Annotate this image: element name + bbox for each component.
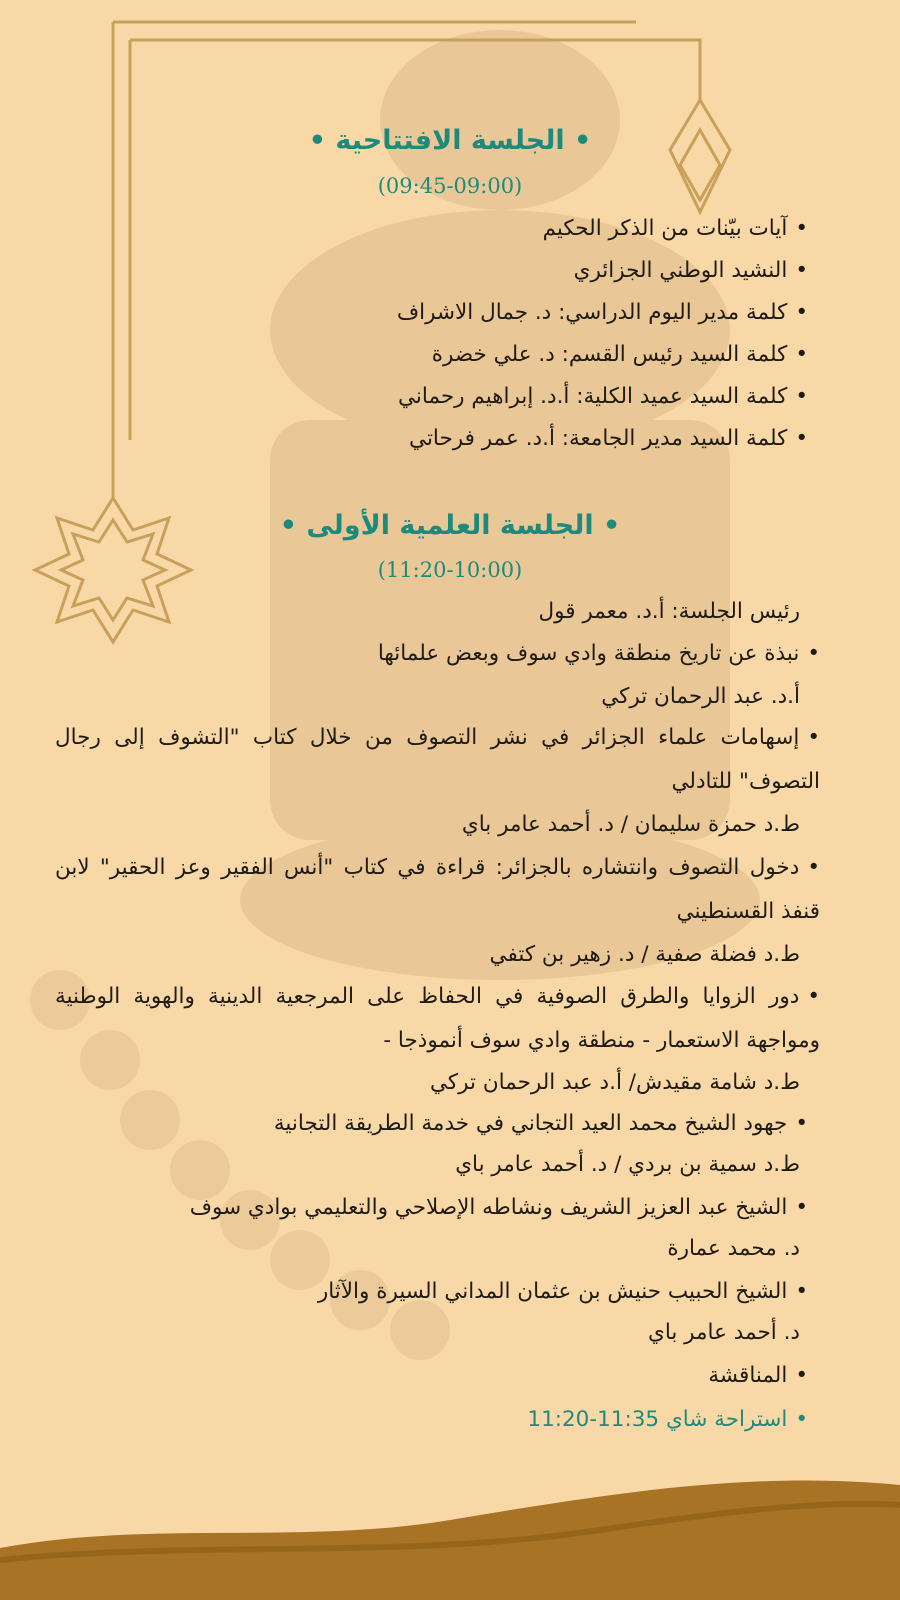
talk-title: •دور الزوايا والطرق الصوفية في الحفاظ على المرجعية الدينية والهوية الوطنية ومواجهة الاستعمار - منطقة وادي سوف أنموذجا - xyxy=(55,984,820,1053)
opening-item: •كلمة السيد مدير الجامعة: أ.د. عمر فرحاتي xyxy=(409,426,808,451)
tea-break-item: •استراحة شاي 11:35-11:20 xyxy=(527,1407,808,1432)
talk-author: ط.د فضلة صفية / د. زهير بن كتفي xyxy=(489,942,800,967)
talk-author: د. أحمد عامر باي xyxy=(647,1320,800,1345)
talk-author: ط.د سمية بن بردي / د. أحمد عامر باي xyxy=(455,1152,800,1177)
opening-item: •كلمة السيد رئيس القسم: د. علي خضرة xyxy=(431,342,808,367)
opening-item: •النشيد الوطني الجزائري xyxy=(573,258,808,283)
talk-title: •نبذة عن تاريخ منطقة وادي سوف وبعض علمائها xyxy=(377,641,820,666)
opening-item: •كلمة السيد عميد الكلية: أ.د. إبراهيم رحماني xyxy=(398,384,808,409)
talk-author: ط.د شامة مقيدش/ أ.د عبد الرحمان تركي xyxy=(430,1070,800,1095)
discussion-item: •المناقشة xyxy=(708,1363,808,1388)
talk-title: •دخول التصوف وانتشاره بالجزائر: قراءة في كتاب "أنس الفقير وعز الحقير" لابن قنفذ القسنطيني xyxy=(55,855,820,924)
session-chair: رئيس الجلسة: أ.د. معمر قول xyxy=(538,599,800,624)
opening-session-time: (09:45-09:00) xyxy=(377,174,523,198)
opening-item: •كلمة مدير اليوم الدراسي: د. جمال الاشراف xyxy=(396,300,808,325)
opening-item: •آيات بيّنات من الذكر الحكيم xyxy=(542,216,808,241)
talk-title: •إسهامات علماء الجزائر في نشر التصوف من خلال كتاب "التشوف إلى رجال التصوف" للتادلي xyxy=(55,725,820,794)
opening-session-title: • الجلسة الافتتاحية • xyxy=(308,125,592,156)
talk-title: •جهود الشيخ محمد العيد التجاني في خدمة الطريقة التجانية xyxy=(273,1111,808,1136)
talk-title: •الشيخ الحبيب حنيش بن عثمان المداني السيرة والآثار xyxy=(317,1279,808,1304)
talk-author: أ.د. عبد الرحمان تركي xyxy=(601,684,800,709)
first-session-time: (11:20-10:00) xyxy=(377,558,523,582)
talk-title: •الشيخ عبد العزيز الشريف ونشاطه الإصلاحي والتعليمي بوادي سوف xyxy=(189,1195,808,1220)
talk-author: د. محمد عمارة xyxy=(667,1236,800,1261)
talk-author: ط.د حمزة سليمان / د. أحمد عامر باي xyxy=(461,812,800,837)
first-session-title: • الجلسة العلمية الأولى • xyxy=(279,510,621,541)
